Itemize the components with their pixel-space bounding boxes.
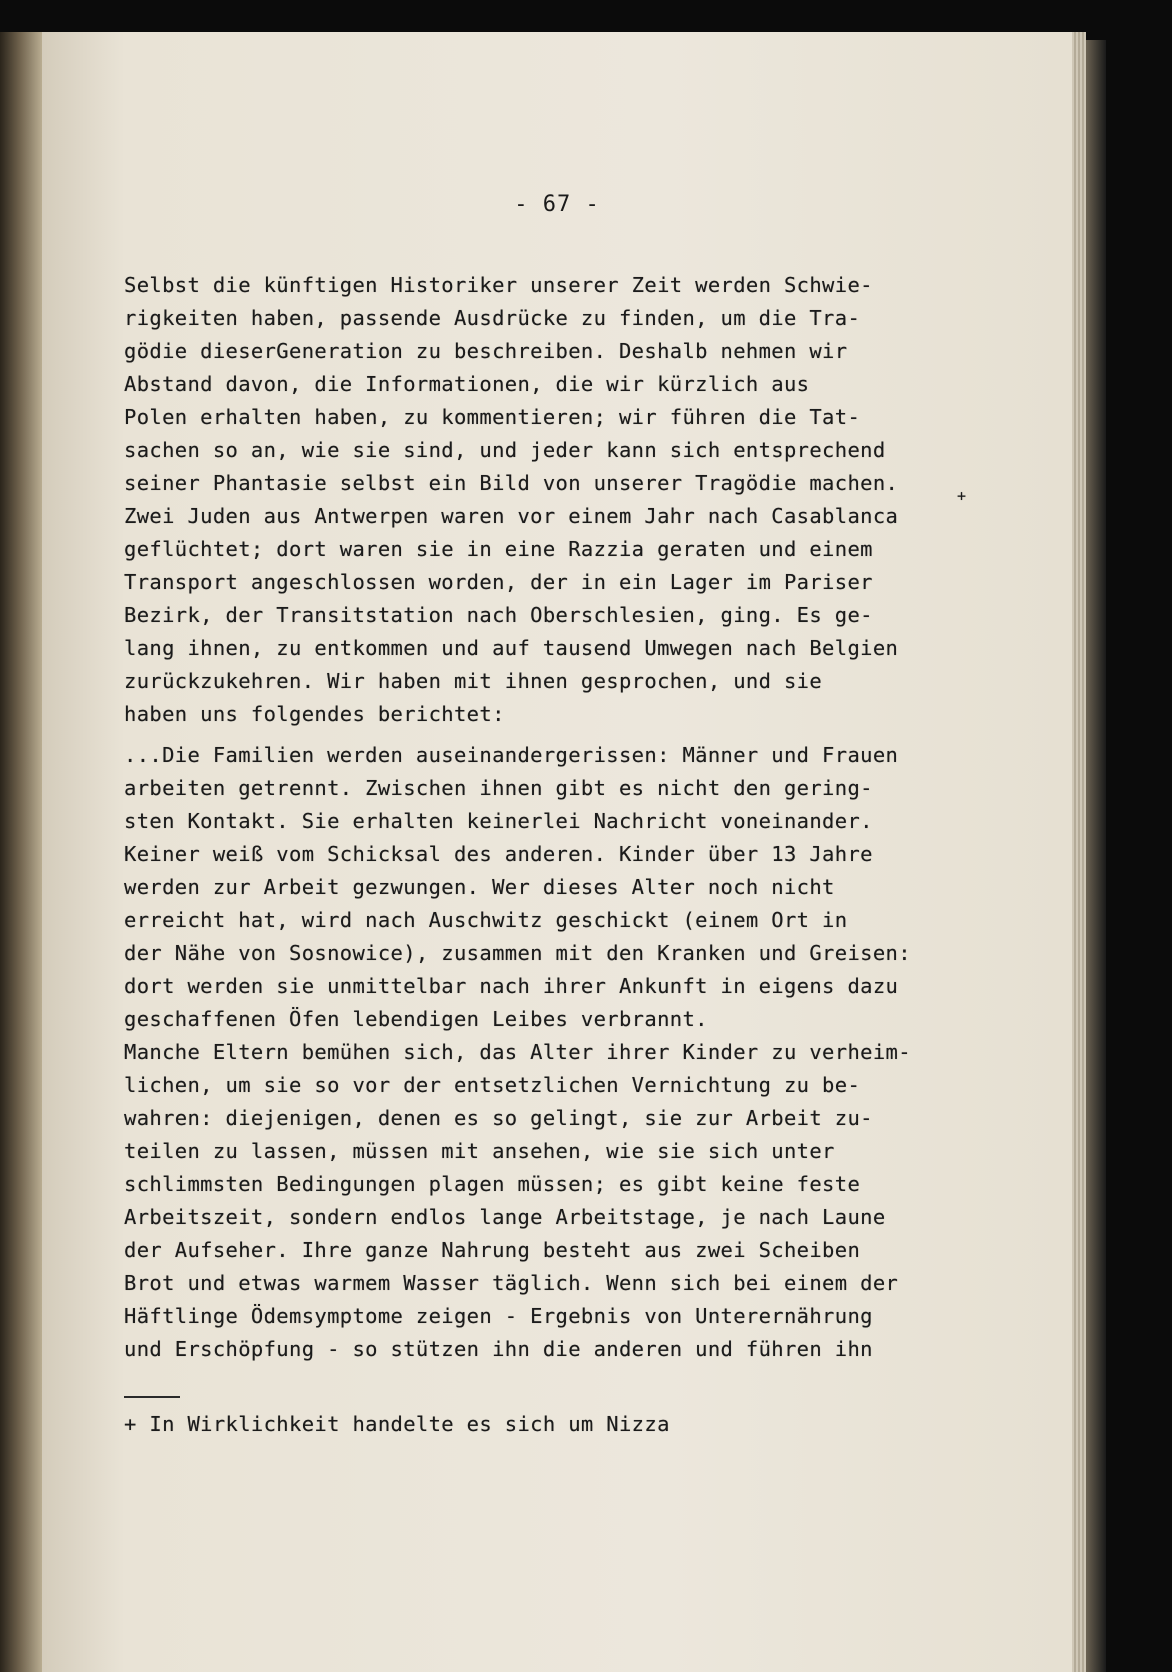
text-line: erreicht hat, wird nach Auschwitz geschickt (einem Ort in <box>124 908 848 932</box>
text-line: rigkeiten haben, passende Ausdrücke zu finden, um die Tra- <box>124 306 861 330</box>
text-line: ...Die Familien werden auseinandergerissen: Männer und Frauen <box>124 743 899 767</box>
text-line: Manche Eltern bemühen sich, das Alter ihrer Kinder zu verheim- <box>124 1040 911 1064</box>
text-line: der Nähe von Sosnowice), zusammen mit den Kranken und Greisen: <box>124 941 911 965</box>
text-line: Transport angeschlossen worden, der in ein Lager im Pariser <box>124 570 873 594</box>
text-line: zurückzukehren. Wir haben mit ihnen gesprochen, und sie <box>124 669 823 693</box>
text-line: werden zur Arbeit gezwungen. Wer dieses Alter noch nicht <box>124 875 835 899</box>
text-line: teilen zu lassen, müssen mit ansehen, wie sie sich unter <box>124 1139 835 1163</box>
text-line: Bezirk, der Transitstation nach Oberschlesien, ging. Es ge- <box>124 603 873 627</box>
book-page <box>42 32 1072 1672</box>
text-line: Brot und etwas warmem Wasser täglich. Wenn sich bei einem der <box>124 1271 899 1295</box>
text-line: gödie dieserGeneration zu beschreiben. Deshalb nehmen wir <box>124 339 848 363</box>
text-line: sachen so an, wie sie sind, und jeder kann sich entsprechend <box>124 438 886 462</box>
text-line: geschaffenen Öfen lebendigen Leibes verbrannt. <box>124 1007 708 1031</box>
footnote-rule <box>124 1396 180 1398</box>
text-line: dort werden sie unmittelbar nach ihrer Ankunft in eigens dazu <box>124 974 899 998</box>
text-line: lichen, um sie so vor der entsetzlichen Vernichtung zu be- <box>124 1073 861 1097</box>
text-line: Selbst die künftigen Historiker unserer Zeit werden Schwie- <box>124 273 873 297</box>
left-page-edge <box>0 32 42 1672</box>
text-line: Häftlinge Ödemsymptome zeigen - Ergebnis von Unterernährung <box>124 1304 873 1328</box>
text-line: schlimmsten Bedingungen plagen müssen; es gibt keine feste <box>124 1172 861 1196</box>
text-line: Polen erhalten haben, zu kommentieren; wir führen die Tat- <box>124 405 861 429</box>
text-line: wahren: diejenigen, denen es so gelingt, sie zur Arbeit zu- <box>124 1106 873 1130</box>
text-line: lang ihnen, zu entkommen und auf tausend Umwegen nach Belgien <box>124 636 899 660</box>
text-line: arbeiten getrennt. Zwischen ihnen gibt es nicht den gering- <box>124 776 873 800</box>
text-line: Keiner weiß vom Schicksal des anderen. Kinder über 13 Jahre <box>124 842 873 866</box>
footnote: + In Wirklichkeit handelte es sich um Nizza <box>124 1412 670 1436</box>
text-line: seiner Phantasie selbst ein Bild von unserer Tragödie machen. <box>124 471 899 495</box>
text-line: und Erschöpfung - so stützen ihn die anderen und führen ihn <box>124 1337 873 1361</box>
text-line: Arbeitszeit, sondern endlos lange Arbeitstage, je nach Laune <box>124 1205 886 1229</box>
text-line: geflüchtet; dort waren sie in eine Razzia geraten und einem <box>124 537 873 561</box>
page-number: - 67 - <box>514 192 600 217</box>
text-line: Zwei Juden aus Antwerpen waren vor einem Jahr nach Casablanca <box>124 504 899 528</box>
text-line: haben uns folgendes berichtet: <box>124 702 505 726</box>
text-line: sten Kontakt. Sie erhalten keinerlei Nachricht voneinander. <box>124 809 873 833</box>
page-edge-shadow <box>1086 40 1106 1672</box>
text-line: Abstand davon, die Informationen, die wir kürzlich aus <box>124 372 810 396</box>
footnote-marker: + <box>957 487 967 505</box>
text-line: der Aufseher. Ihre ganze Nahrung besteht aus zwei Scheiben <box>124 1238 861 1262</box>
